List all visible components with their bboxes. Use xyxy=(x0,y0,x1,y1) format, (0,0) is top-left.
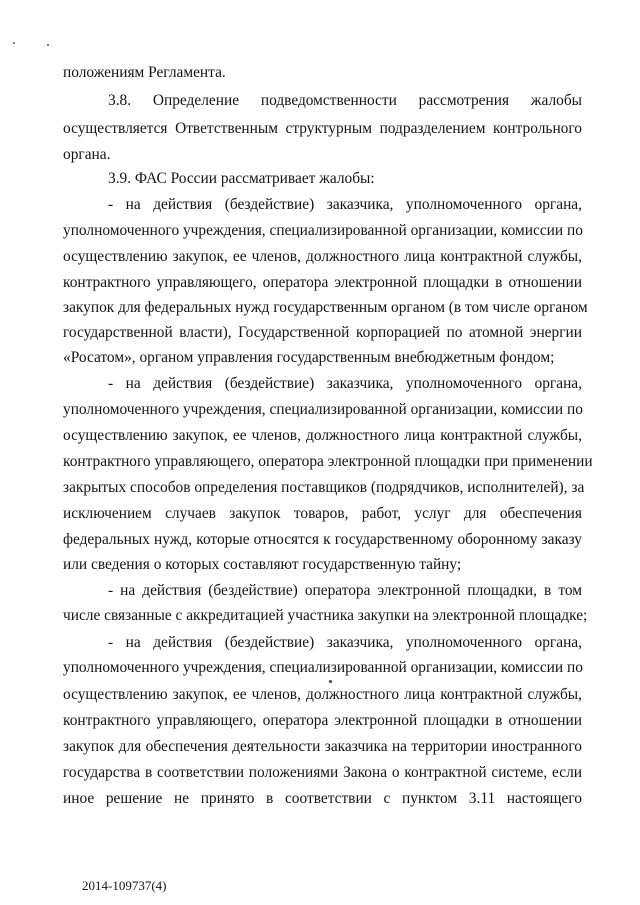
text-line: исключением случаев закупок товаров, работ, услуг для обеспечения xyxy=(63,505,582,522)
text-line: контрактного управляющего, оператора электронной площадки при применении xyxy=(63,453,593,470)
text-line: контрактного управляющего, оператора электронной площадки в отношении xyxy=(63,712,582,729)
text-line: закрытых способов определения поставщиков (подрядчиков, исполнителей), за xyxy=(63,479,585,496)
list-item-start: - на действия (бездействие) заказчика, уполномоченного органа, xyxy=(108,634,582,651)
text-line: закупок для федеральных нужд государственным органом (в том числе органом xyxy=(63,299,588,316)
text-line: уполномоченного учреждения, специализированной организации, комиссии по xyxy=(63,222,583,239)
text-line: или сведения о которых составляют государственную тайну; xyxy=(63,556,462,573)
text-line: закупок для обеспечения деятельности заказчика на территории иностранного xyxy=(63,738,582,755)
list-item-start: - на действия (бездействие) заказчика, уполномоченного органа, xyxy=(108,375,582,392)
text-line: уполномоченного учреждения, специализированной организации, комиссии по xyxy=(63,401,583,418)
list-item-start: - на действия (бездействие) заказчика, уполномоченного органа, xyxy=(108,196,582,213)
text-line: уполномоченного учреждения, специализированной организации, комиссии по xyxy=(63,659,583,676)
document-id-footer: 2014-109737(4) xyxy=(82,878,167,893)
text-line: числе связанные с аккредитацией участника закупки на электронной площадке; xyxy=(63,607,588,624)
paragraph-3-8-heading: 3.8. Определение подведомственности рассмотрения жалобы xyxy=(108,92,582,109)
text-line: иное решение не принято в соответствии с пунктом 3.11 настоящего xyxy=(63,790,582,807)
text-line: осуществлению закупок, ее членов, должностного лица контрактной службы, xyxy=(63,427,582,444)
text-line: положениям Регламента. xyxy=(63,64,226,81)
text-line: контрактного управляющего, оператора электронной площадки в отношении xyxy=(63,274,582,291)
text-line: «Росатом», органом управления государственным внебюджетным фондом; xyxy=(63,349,555,366)
scan-artifact xyxy=(329,680,332,683)
text-line: осуществляется Ответственным структурным подразделением контрольного xyxy=(63,120,582,137)
text-line: государственной власти), Государственной корпорацией по атомной энергии xyxy=(63,324,582,341)
scan-artifact xyxy=(47,44,49,46)
scan-artifact xyxy=(13,42,15,44)
text-line: органа. xyxy=(63,146,111,163)
text-line: государства в соответствии положениями Закона о контрактной системе, если xyxy=(63,764,582,781)
list-item-start: - на действия (бездействие) оператора электронной площадки, в том xyxy=(108,582,582,599)
text-line: федеральных нужд, которые относятся к государственному оборонному заказу xyxy=(63,531,582,548)
text-line: осуществлению закупок, ее членов, должностного лица контрактной службы, xyxy=(63,248,582,265)
text-line: осуществлению закупок, ее членов, должностного лица контрактной службы, xyxy=(63,686,582,703)
paragraph-3-9-heading: 3.9. ФАС России рассматривает жалобы: xyxy=(108,170,375,187)
